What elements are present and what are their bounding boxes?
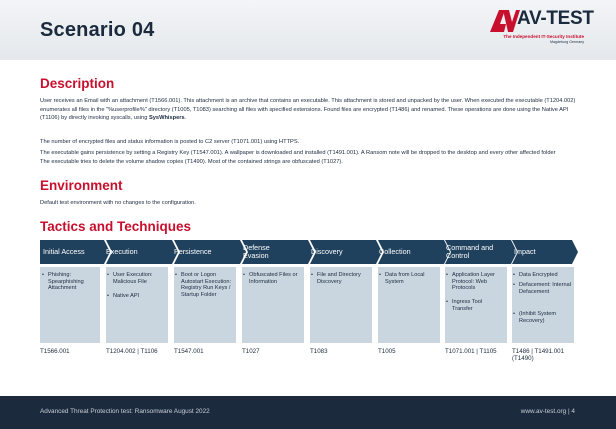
tactic-label: Collection [379, 247, 411, 256]
tactic-label: Discovery [311, 247, 343, 256]
logo-mark-icon [490, 10, 520, 32]
technique-item: • Native API [113, 293, 165, 300]
technique-item: • Ingress Tool Transfer [452, 299, 504, 312]
tactic-label: Persistence [174, 247, 212, 256]
tactic-label: Command and Control [446, 243, 494, 260]
tactic-label: Execution [106, 247, 138, 256]
footer-test-title: Advanced Threat Protection test: Ransomware August 2022 [40, 408, 210, 415]
tactics-header-row [40, 240, 578, 264]
technique-id: T1204.002 | T1106 [106, 348, 158, 355]
description-text-1: User receives an Email with an attachment (T1566.001). This attachment is an archive that contains an executable. This attachment is stored and unpacked by the user. When executed the executable (T1204.002) enumerates all files in the "%userprofile%" directory (T1005, T1083) searching all files with specified extensions. Found files are encrypted (T1486) and renamed. These operations are done using the Native API (T1106) by directly invoking syscalls, using [40, 98, 576, 122]
environment-heading: Environment [40, 178, 123, 193]
technique-id: T1566.001 [40, 348, 70, 355]
technique-item: • (Inhibit System Recovery) [519, 311, 571, 324]
technique-id: T1547.001 [174, 348, 204, 355]
description-paragraph-4: The executable tries to delete the volume shadow copies (T1490). Most of the contained strings are obfuscated (T1027). [40, 159, 343, 165]
description-paragraph-1 [40, 97, 580, 123]
technique-item: • Data Encrypted [519, 272, 571, 279]
technique-id: T1486 | T1491.001 (T1490) [512, 348, 565, 363]
description-paragraph-3: The executable gains persistence by setting a Registry Key (T1547.001). A wallpaper is downloaded and installed (T1491.001). A Ransom note will be dropped to the desktop and every other affected folder [40, 150, 556, 156]
description-text-1-end: . [184, 115, 187, 122]
technique-item: • Phishing: Spearphishing Attachment [48, 272, 98, 292]
page-title: Scenario 04 [40, 19, 155, 41]
description-bold-term: SysWhispers [148, 115, 185, 122]
tactic-label: Initial Access [43, 247, 85, 256]
description-paragraph-2: The number of encrypted files and status information is posted to C2 server (T1071.001) using HTTPS. [40, 139, 300, 145]
environment-text: Default test environment with no changes to the configuration. [40, 200, 196, 206]
logo-wordmark: AV-TEST [517, 8, 594, 29]
tactic-label: Defense Evasion [243, 243, 270, 260]
technique-id: T1027 [242, 348, 260, 355]
footer-site-page: www.av-test.org | 4 [520, 408, 575, 415]
technique-item: • Data from Local System [385, 272, 435, 285]
technique-item: • File and Directory Discovery [317, 272, 369, 285]
footer-bar [0, 396, 616, 429]
technique-item: • Obfuscated Files or Information [249, 272, 303, 285]
technique-item: • Defacement: Internal Defacement [519, 282, 571, 295]
technique-id: T1083 [310, 348, 328, 355]
technique-item: • Application Layer Protocol: Web Protocols [452, 272, 504, 292]
logo-city: Magdeburg Germany [550, 40, 584, 44]
tactics-heading: Tactics and Techniques [40, 219, 192, 234]
av-test-logo [490, 8, 594, 50]
description-heading: Description [40, 76, 115, 91]
tactic-label: Impact [514, 247, 536, 256]
logo-tagline: The Independent IT-Security Institute [503, 34, 584, 39]
technique-id: T1071.001 | T1105 [445, 348, 497, 355]
technique-id: T1005 [378, 348, 396, 355]
technique-item: • Boot or Logon Autostart Execution: Registry Run Keys / Startup Folder [181, 272, 235, 299]
technique-item: • User Execution: Malicious File [113, 272, 165, 285]
